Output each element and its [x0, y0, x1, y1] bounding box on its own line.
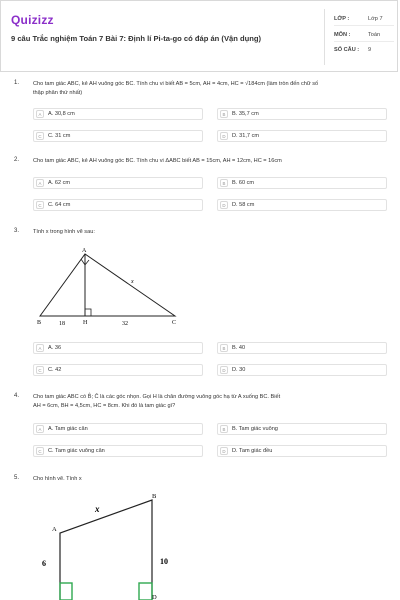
question-1-option-c[interactable] [33, 130, 203, 142]
question-4-number: 4. [14, 393, 20, 399]
question-3-option-b[interactable] [217, 342, 387, 354]
option-letter: D [220, 447, 228, 455]
meta-count-key: SỐ CÂU : [334, 47, 360, 53]
option-text: D. 31,7 cm [232, 133, 260, 139]
question-5-text [33, 475, 388, 484]
question-3-line-1: Tính x trong hình vẽ sau: [33, 229, 95, 235]
option-letter: D [220, 366, 228, 374]
option-letter: A [36, 344, 44, 352]
option-text: C. 31 cm [48, 133, 71, 139]
option-text: B. Tam giác vuông [232, 426, 278, 432]
question-1-option-d[interactable] [217, 130, 387, 142]
question-4-option-b[interactable] [217, 423, 387, 435]
option-letter: B [220, 344, 228, 352]
label-left-side: 6 [42, 559, 46, 568]
label-a: A [82, 248, 87, 254]
option-text: A. Tam giác cân [48, 426, 88, 432]
label-d: D [152, 594, 157, 600]
option-text: C. Tam giác vuông cân [48, 448, 105, 454]
question-2-option-a[interactable] [33, 177, 203, 189]
option-letter: A [36, 110, 44, 118]
worksheet-title: 9 câu Trắc nghiệm Toán 7 Bài 7: Định lí Pi-ta-go có đáp án (Vận dụng) [11, 34, 262, 43]
header-divider [324, 9, 325, 65]
question-2-option-b[interactable] [217, 177, 387, 189]
question-4-option-d[interactable] [217, 445, 387, 457]
question-1-text [33, 80, 388, 98]
option-letter: D [220, 201, 228, 209]
option-text: B. 35,7 cm [232, 111, 259, 117]
question-2-option-c[interactable] [33, 199, 203, 211]
right-angle-right [139, 583, 152, 600]
question-2-line-1: Cho tam giác ABC, kẻ AH vuông góc BC. Tính chu vi ΔABC biết AB = 15cm, AH = 12cm, HC = 16cm [33, 158, 282, 164]
meta-subject-value: Toán [368, 32, 381, 38]
question-3-figure [30, 243, 190, 333]
question-5-line-1: Cho hình vẽ. Tính x [33, 476, 82, 482]
option-letter: C [36, 201, 44, 209]
option-text: D. 58 cm [232, 202, 255, 208]
option-text: C. 64 cm [48, 202, 71, 208]
option-letter: C [36, 447, 44, 455]
option-letter: B [220, 425, 228, 433]
option-letter: D [220, 132, 228, 140]
question-1-line-2: thập phân thứ nhất) [33, 90, 83, 96]
question-3-number: 3. [14, 228, 20, 234]
option-letter: B [220, 179, 228, 187]
trapezoid-figure [60, 500, 152, 600]
label-right-side: 10 [160, 557, 168, 566]
meta-count-value: 9 [368, 47, 372, 53]
label-c: C [172, 320, 177, 326]
option-text: A. 36 [48, 345, 62, 351]
question-5-figure [30, 488, 180, 600]
question-4-line-1: Cho tam giác ABC có B̂; Ĉ là các góc nhọn. Gọi H là chân đường vuông góc hạ từ A xuống BC. Biết [33, 394, 281, 400]
option-letter: B [220, 110, 228, 118]
quizizz-logo: Quizizz [11, 13, 54, 27]
triangle-abc [40, 254, 175, 316]
option-text: D. 30 [232, 367, 246, 373]
option-text: D. Tam giác đều [232, 448, 273, 454]
option-letter: A [36, 179, 44, 187]
question-4-text [33, 393, 388, 411]
question-2-option-d[interactable] [217, 199, 387, 211]
option-text: B. 40 [232, 345, 246, 351]
meta-separator [334, 25, 394, 26]
question-3-option-a[interactable] [33, 342, 203, 354]
question-3-option-c[interactable] [33, 364, 203, 376]
worksheet-header [0, 0, 398, 72]
right-angle-h [85, 309, 91, 316]
right-angle-left [60, 583, 72, 600]
question-3-option-d[interactable] [217, 364, 387, 376]
label-x: x [95, 504, 100, 514]
option-letter: C [36, 366, 44, 374]
question-1-option-b[interactable] [217, 108, 387, 120]
question-4-line-2: AH = 6cm, BH = 4,5cm, HC = 8cm. Khi đó là tam giác gì? [33, 403, 176, 409]
option-text: B. 60 cm [232, 180, 255, 186]
question-2-text [33, 157, 388, 166]
option-text: C. 42 [48, 367, 62, 373]
option-text: A. 62 cm [48, 180, 71, 186]
option-text: A. 30,8 cm [48, 111, 75, 117]
label-hc: 32 [122, 321, 128, 327]
question-3-text [33, 228, 388, 237]
question-1-line-1: Cho tam giác ABC, kẻ AH vuông góc BC. Tính chu vi biết AB = 5cm, AH = 4cm, HC = √184cm (làm tròn đến chữ số [33, 81, 319, 87]
question-4-option-c[interactable] [33, 445, 203, 457]
question-1-option-a[interactable] [33, 108, 203, 120]
option-letter: C [36, 132, 44, 140]
question-5-number: 5. [14, 475, 20, 481]
question-1-number: 1. [14, 80, 20, 86]
label-h: H [83, 320, 88, 326]
label-a: A [52, 526, 57, 533]
label-b: B [152, 493, 157, 500]
label-bh: 18 [59, 321, 65, 327]
meta-subject-key: MÔN : [334, 32, 351, 38]
meta-separator [334, 41, 394, 42]
question-2-number: 2. [14, 157, 20, 163]
label-b: B [37, 320, 42, 326]
question-4-option-a[interactable] [33, 423, 203, 435]
option-letter: A [36, 425, 44, 433]
label-x: x [131, 279, 134, 285]
meta-grade-key: LỚP : [334, 16, 350, 22]
meta-grade-value: Lớp 7 [368, 16, 383, 22]
